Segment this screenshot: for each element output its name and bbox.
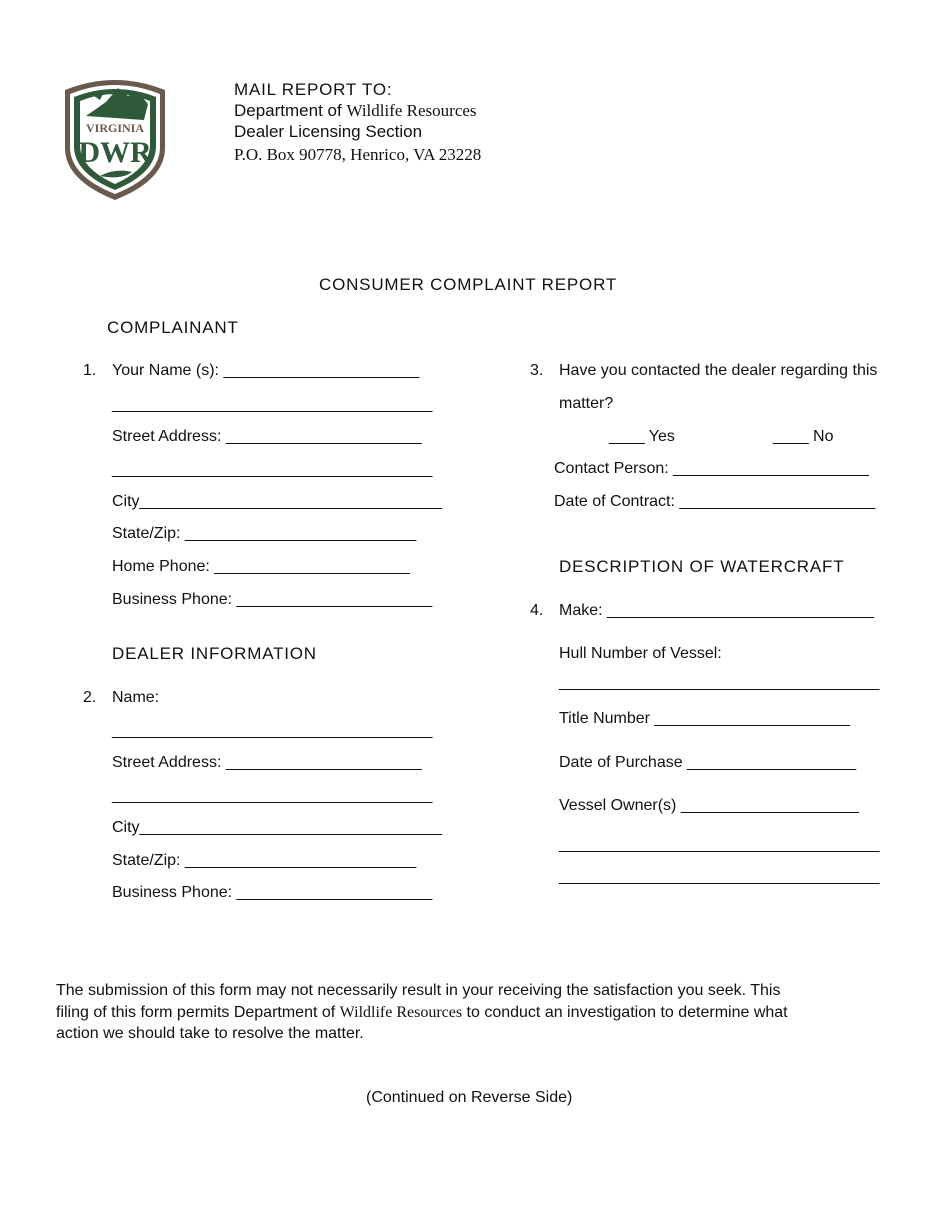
complainant-city-field[interactable]: City__________________________________ [112,493,443,510]
dealer-heading: DEALER INFORMATION [112,644,317,663]
watercraft-heading: DESCRIPTION OF WATERCRAFT [559,557,845,576]
contact-question-line1: Have you contacted the dealer regarding this [559,362,878,379]
complainant-heading: COMPLAINANT [107,318,239,337]
complainant-street-line2[interactable]: ____________________________________ [112,461,433,478]
logo-text-virginia: VIRGINIA [85,121,145,135]
logo-text-dwr: DWR [78,136,152,169]
contact-date-field[interactable]: Date of Contract: ______________________ [554,493,876,510]
dealer-street-field[interactable]: Street Address: ______________________ [112,754,422,771]
complainant-name-line2[interactable]: ____________________________________ [112,396,433,413]
dealer-street-line2[interactable]: ____________________________________ [112,787,433,804]
disclaimer-line2: filing of this form permits Department of Wildlife Resources to conduct an investigation to determine what [56,1003,788,1021]
complainant-business-phone-field[interactable]: Business Phone: ______________________ [112,591,433,608]
mail-line-section: Dealer Licensing Section [234,122,423,141]
complainant-statezip-field[interactable]: State/Zip: __________________________ [112,525,417,542]
complainant-home-phone-field[interactable]: Home Phone: ______________________ [112,558,411,575]
disclaimer-line1: The submission of this form may not necessarily result in your receiving the satisfaction you seek. This [56,982,781,999]
item-number-2: 2. [83,689,97,706]
mail-line-department: Department of Wildlife Resources [234,101,477,120]
contact-yes-option[interactable]: ____ Yes [609,428,675,445]
item-number-1: 1. [83,362,97,379]
dealer-name-label: Name: [112,689,160,706]
watercraft-owner-field[interactable]: Vessel Owner(s) ____________________ [559,797,859,814]
watercraft-date-purchase-field[interactable]: Date of Purchase ___________________ [559,754,857,771]
disclaimer-paragraph [56,980,876,1045]
item-number-3: 3. [530,362,544,379]
contact-question-line2: matter? [559,395,614,412]
watercraft-owner-line3[interactable]: ____________________________________ [559,868,880,885]
watercraft-hull-label: Hull Number of Vessel: [559,645,722,662]
mail-report-heading: MAIL REPORT TO: [234,80,393,99]
dealer-city-field[interactable]: City__________________________________ [112,819,443,836]
virginia-dwr-logo [60,76,170,202]
dealer-statezip-field[interactable]: State/Zip: __________________________ [112,852,417,869]
complainant-street-field[interactable]: Street Address: ______________________ [112,428,422,445]
contact-person-field[interactable]: Contact Person: ______________________ [554,460,869,477]
item-number-4: 4. [530,602,544,619]
watercraft-title-number-field[interactable]: Title Number ______________________ [559,710,851,727]
continued-note: (Continued on Reverse Side) [366,1089,573,1106]
dealer-business-phone-field[interactable]: Business Phone: ______________________ [112,884,433,901]
disclaimer-line3: action we should take to resolve the matter. [56,1025,364,1042]
page-title: CONSUMER COMPLAINT REPORT [319,275,618,294]
complainant-name-field[interactable]: Your Name (s): ______________________ [112,362,420,379]
watercraft-make-field[interactable]: Make: ______________________________ [559,602,874,619]
contact-no-option[interactable]: ____ No [773,428,834,445]
dealer-name-field[interactable]: ____________________________________ [112,722,433,739]
mail-line-address: P.O. Box 90778, Henrico, VA 23228 [234,145,482,164]
watercraft-hull-field[interactable]: ____________________________________ [559,674,880,691]
watercraft-owner-line2[interactable]: ____________________________________ [559,836,880,853]
